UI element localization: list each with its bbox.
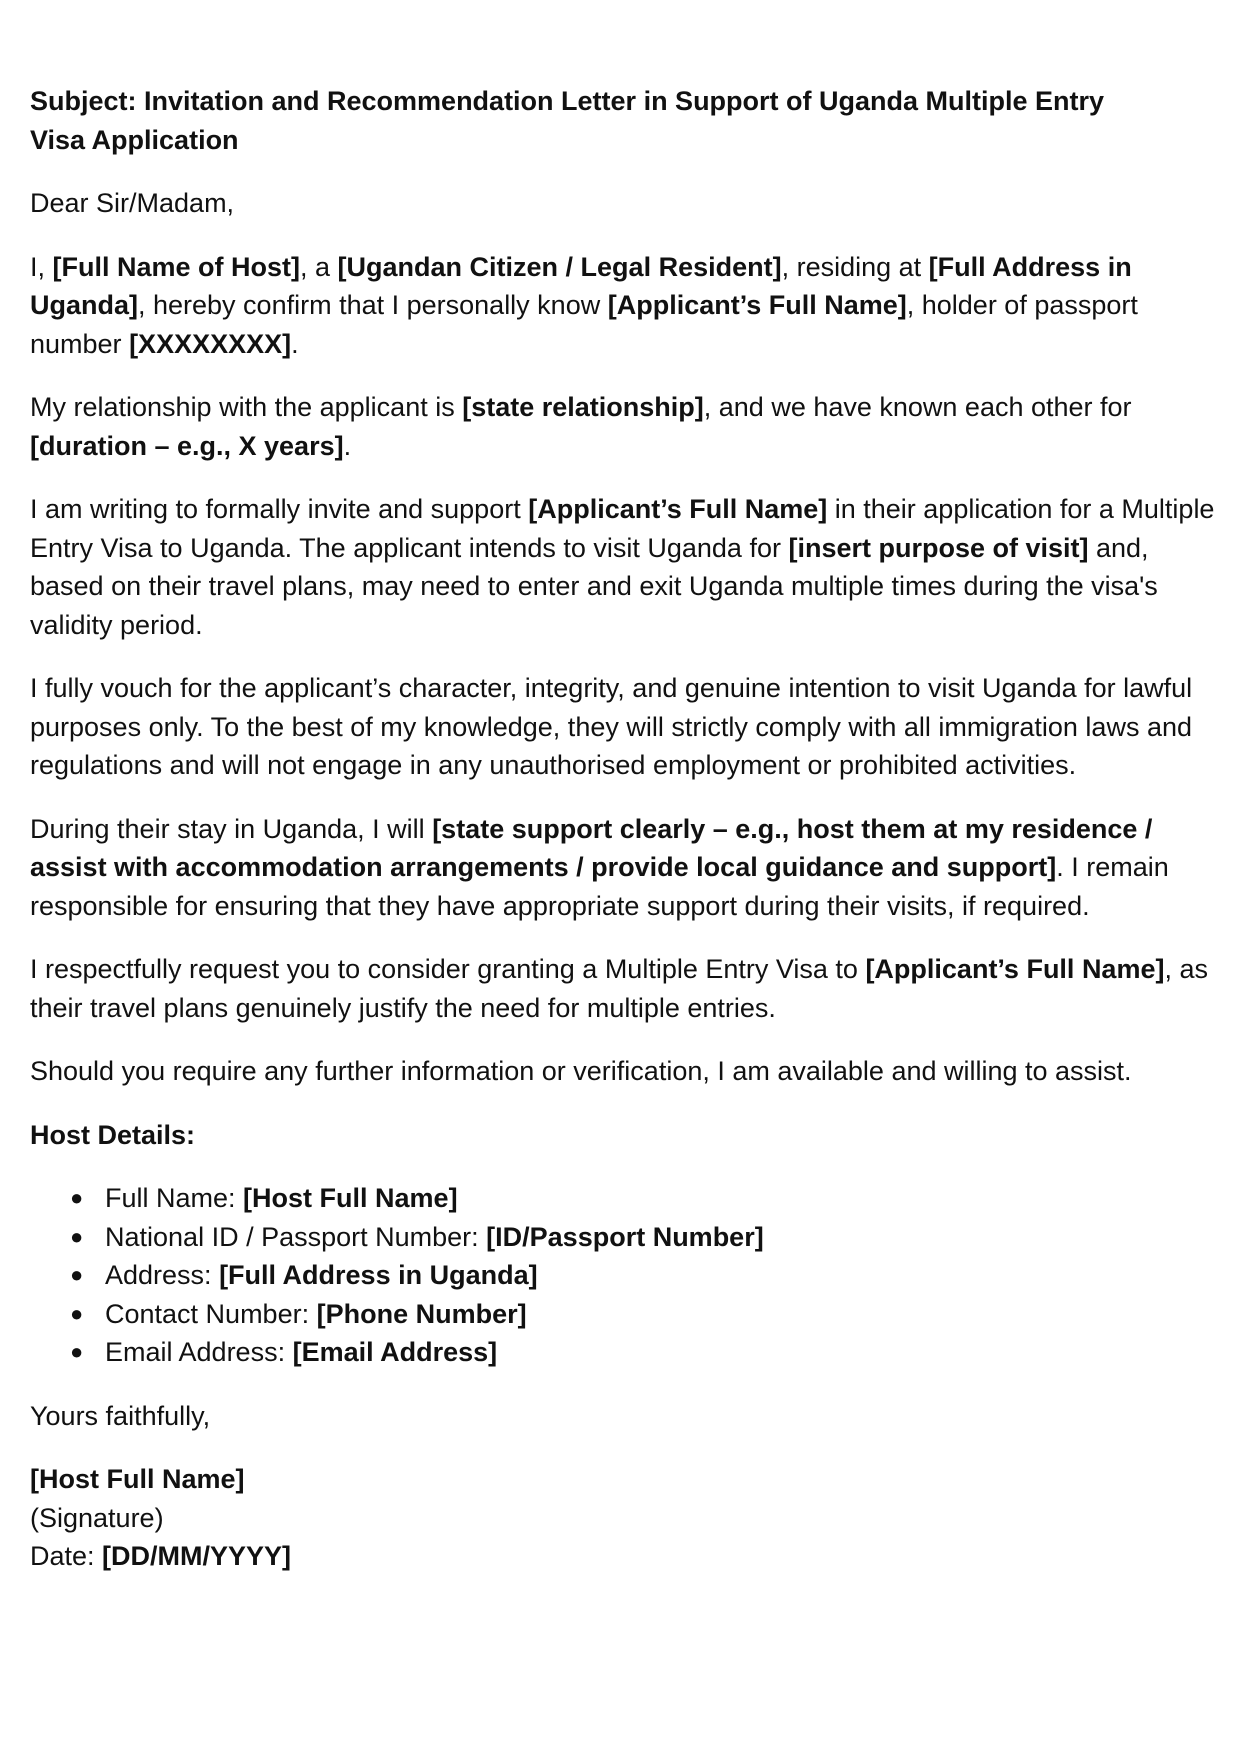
paragraph-host-introduction <box>30 248 1222 364</box>
placeholder-host-address: [Full Address in Uganda] <box>30 251 1132 320</box>
text-segment: , and we have known each other for <box>703 392 1132 422</box>
list-item <box>30 1179 1222 1218</box>
text-segment: , as their travel plans genuinely justify the need for multiple entries. <box>30 954 1208 1023</box>
bullet-icon: ● <box>70 1185 84 1210</box>
placeholder-applicant-name: [Applicant’s Full Name] <box>865 954 1165 984</box>
text-segment: . I remain responsible for ensuring that they have appropriate support during their visits, if required. <box>30 852 1169 921</box>
text-segment: , a <box>300 251 338 282</box>
placeholder-applicant-name: [Applicant’s Full Name] <box>528 494 828 524</box>
placeholder-host-name: [Full Name of Host] <box>52 251 301 282</box>
letter-document <box>30 82 1222 1576</box>
paragraph-relationship <box>30 388 1222 465</box>
signature-block <box>30 1460 1222 1576</box>
detail-value: [ID/Passport Number] <box>486 1221 764 1252</box>
date-label: Date: <box>30 1541 103 1571</box>
detail-value: [Host Full Name] <box>243 1183 458 1213</box>
list-item <box>30 1295 1222 1334</box>
text-segment: and, based on their travel plans, may need to enter and exit Uganda multiple times during the visa's validity period. <box>30 532 1158 640</box>
placeholder-duration: [duration – e.g., X years] <box>30 430 344 461</box>
detail-value: [Email Address] <box>292 1337 498 1367</box>
salutation: Dear Sir/Madam, <box>30 188 235 218</box>
text-segment: I respectfully request you to consider granting a Multiple Entry Visa to <box>30 954 866 984</box>
paragraph-further-information: Should you require any further information or verification, I am available and willing to assist. <box>30 1056 1132 1086</box>
paragraph-request <box>30 950 1222 1027</box>
placeholder-residency-status: [Ugandan Citizen / Legal Resident] <box>337 251 782 282</box>
placeholder-applicant-name: [Applicant’s Full Name] <box>607 290 907 320</box>
placeholder-support-details: [state support clearly – e.g., host them at my residence / assist with accommodation arrangements / provide local guidance and support] <box>30 813 1153 882</box>
list-item <box>30 1333 1222 1372</box>
detail-label: Address: <box>105 1260 220 1290</box>
text-segment: , holder of passport number <box>30 290 1138 359</box>
detail-label: Email Address: <box>105 1337 293 1367</box>
detail-label: Full Name: <box>105 1183 244 1213</box>
text-segment: During their stay in Uganda, I will <box>30 813 433 844</box>
text-segment: . <box>291 328 299 359</box>
text-segment: I am writing to formally invite and support <box>30 494 529 524</box>
subject-line-2: Visa Application <box>30 124 239 155</box>
paragraph-invitation <box>30 490 1222 644</box>
date-value: [DD/MM/YYYY] <box>102 1541 292 1571</box>
paragraph-character-vouch: I fully vouch for the applicant’s character, integrity, and genuine intention to visit Uganda for lawful purposes only. To the best of my knowledge, they will strictly comply with all immigration laws and regulations and will not engage in any unauthorised employment or prohibited activities. <box>30 673 1193 780</box>
text-segment: , hereby confirm that I personally know <box>138 290 608 320</box>
closing: Yours faithfully, <box>30 1400 211 1431</box>
bullet-icon: ● <box>70 1300 84 1326</box>
list-item <box>30 1256 1222 1295</box>
detail-label: National ID / Passport Number: <box>105 1221 487 1252</box>
host-details-heading: Host Details: <box>30 1119 196 1150</box>
subject-line <box>30 82 1222 159</box>
subject-line-1: Subject: Invitation and Recommendation Letter in Support of Uganda Multiple Entry <box>30 86 1105 116</box>
list-item <box>30 1218 1222 1257</box>
placeholder-relationship: [state relationship] <box>462 392 704 422</box>
text-segment: . <box>343 430 352 461</box>
detail-value: [Phone Number] <box>316 1298 527 1329</box>
detail-value: [Full Address in Uganda] <box>219 1260 538 1290</box>
bullet-icon: ● <box>70 1262 84 1287</box>
detail-label: Contact Number: <box>105 1298 317 1329</box>
placeholder-passport-number: [XXXXXXXX] <box>129 328 292 359</box>
signatory-name: [Host Full Name] <box>30 1464 245 1494</box>
text-segment: in their application for a Multiple Entry Visa to Uganda. The applicant intends to visit Uganda for <box>30 494 1215 563</box>
date-line <box>30 1537 1222 1576</box>
bullet-icon: ● <box>70 1339 84 1364</box>
host-details-list <box>30 1179 1222 1372</box>
signature-label: (Signature) <box>30 1502 164 1533</box>
paragraph-support <box>30 810 1222 926</box>
text-segment: I, <box>30 251 53 282</box>
text-segment: , residing at <box>781 251 929 282</box>
placeholder-visit-purpose: [insert purpose of visit] <box>788 532 1089 563</box>
text-segment: My relationship with the applicant is <box>30 392 463 422</box>
bullet-icon: ● <box>70 1223 84 1249</box>
